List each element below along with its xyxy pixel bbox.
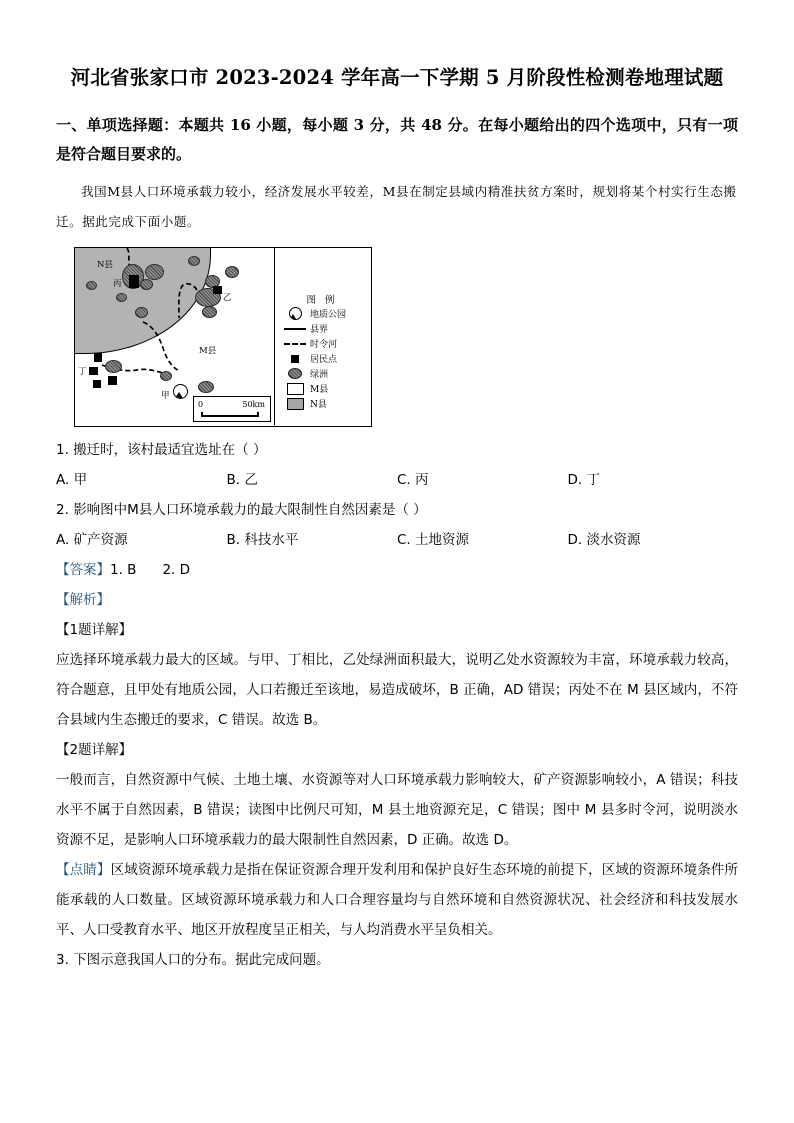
- answer-block: [56, 555, 738, 585]
- m-county-fill-icon: [283, 383, 307, 395]
- question-1-number: 1.: [56, 442, 69, 458]
- legend-title: 图 例: [306, 295, 338, 306]
- legend-label: 绿洲: [310, 370, 329, 380]
- legend-label: M县: [310, 385, 329, 395]
- legend-item-geopark: [275, 306, 369, 321]
- scale-bar: [193, 396, 271, 422]
- geopark-marker: [173, 384, 188, 399]
- legend-item-m-county: [275, 381, 369, 396]
- oasis: [116, 293, 127, 302]
- question-1-options: [56, 465, 738, 495]
- page-title: 河北省张家口市 2023-2024 学年高一下学期 5 月阶段性检测卷地理试题: [70, 66, 724, 89]
- map-label-n-county: N县: [97, 260, 113, 270]
- key-points-text: 区域资源环境承载力是指在保证资源合理开发利用和保护良好生态环境的前提下，区域的资源环境条件所能承载的人口数量。区域资源环境承载力和人口合理容量均与自然环境和自然资源状况、社会经济和科技发展水平、人口受教育水平、地区开放程度呈正相关，与人均消费水平呈负相关。: [56, 862, 739, 938]
- scale-label-zero: 0: [198, 399, 204, 409]
- option-d[interactable]: D. 丁: [567, 472, 600, 488]
- settlement-marker: [213, 286, 222, 294]
- question-3-text: 下图示意我国人口的分布。据此完成问题。: [73, 952, 330, 968]
- map-label-bing: 丙: [113, 279, 122, 289]
- option-c[interactable]: C. 丙: [397, 472, 429, 488]
- oasis: [202, 306, 217, 318]
- analysis-2-text: 一般而言，自然资源中气候、土地土壤、水资源等对人口环境承载力影响较大，矿产资源影响较小，A 错误；科技水平不属于自然因素，B 错误；读图中比例尺可知，M 县土地资源充足，C 错误；图中 M 县多时令河，说明淡水资源不足，是影响人口环境承载力的最大限制性自然因素，D 正确。故选 D。: [56, 772, 738, 848]
- lead-paragraph: 我国M县人口环境承载力较小，经济发展水平较差，M县在制定县域内精准扶贫方案时，规划将某个村实行生态搬迁。据此完成下面小题。: [56, 184, 737, 229]
- question-2-number: 2.: [56, 502, 69, 518]
- answer-2: 2. D: [162, 562, 191, 578]
- oasis: [198, 381, 214, 393]
- settlement-marker: [89, 367, 98, 375]
- map-legend: [275, 248, 369, 425]
- question-3-stem: [56, 945, 738, 975]
- oasis: [105, 360, 122, 373]
- analysis-1-heading: 【1题详解】: [56, 622, 133, 638]
- oasis-icon: [283, 368, 307, 379]
- settlement-marker: [94, 353, 102, 362]
- settlement-marker: [93, 380, 101, 388]
- analysis-1-text: 应选择环境承载力最大的区域。与甲、丁相比，乙处绿洲面积最大，说明乙处水资源较为丰富，环境承载力较高，符合题意，且甲处有地质公园，人口若搬迁至该地，易造成破坏，B 正确，AD 错误；丙处不在 M 县区域内，不符合县域内生态搬迁的要求，C 错误。故选 B。: [56, 652, 738, 728]
- oasis: [225, 266, 239, 278]
- map-label-ding: 丁: [78, 367, 87, 377]
- option-a[interactable]: A. 甲: [56, 472, 88, 488]
- question-2-stem: [56, 495, 738, 525]
- legend-item-settlement: [275, 351, 369, 366]
- legend-label: 居民点: [310, 355, 338, 365]
- oasis: [160, 371, 172, 381]
- settlement-marker: [129, 275, 139, 288]
- legend-label: 地质公园: [310, 310, 347, 320]
- section-heading: 一、单项选择题：本题共 16 小题，每小题 3 分，共 48 分。在每小题给出的四个选项中，只有一项是符合题目要求的。: [56, 116, 738, 163]
- legend-item-oasis: [275, 366, 369, 381]
- answer-label: 【答案】: [56, 562, 110, 578]
- map-label-m-county: M县: [199, 346, 217, 356]
- oasis: [145, 264, 164, 280]
- key-points-block: [56, 855, 738, 945]
- question-3-number: 3.: [56, 952, 69, 968]
- answer-1: 1. B: [110, 562, 137, 578]
- legend-label: 时令河: [310, 340, 338, 350]
- legend-item-n-county: [275, 396, 369, 411]
- geopark-icon: [283, 307, 307, 320]
- option-b[interactable]: B. 科技水平: [226, 532, 299, 548]
- map-label-jia: 甲: [161, 391, 170, 401]
- oasis: [140, 279, 153, 290]
- oasis: [135, 307, 148, 318]
- county-boundary-icon: [283, 328, 307, 330]
- settlement-icon: [283, 355, 307, 363]
- analysis-label: 【解析】: [56, 592, 110, 608]
- map-figure: [74, 247, 372, 427]
- oasis: [86, 281, 97, 290]
- option-b[interactable]: B. 乙: [226, 472, 258, 488]
- scale-ticks: [201, 412, 259, 417]
- option-c[interactable]: C. 土地资源: [397, 532, 470, 548]
- legend-item-seasonal-river: [275, 336, 369, 351]
- n-county-fill-icon: [283, 398, 307, 410]
- map-label-yi: 乙: [223, 293, 232, 303]
- question-1-stem: [56, 435, 738, 465]
- scale-label-fifty: 50km: [242, 399, 265, 409]
- legend-label: N县: [310, 400, 327, 410]
- seasonal-river-icon: [283, 343, 307, 345]
- oasis: [188, 256, 200, 266]
- key-points-label: 【点睛】: [56, 862, 111, 878]
- option-d[interactable]: D. 淡水资源: [567, 532, 641, 548]
- question-1-text: 搬迁时，该村最适宜选址在（ ）: [73, 442, 267, 458]
- analysis-2-heading: 【2题详解】: [56, 742, 133, 758]
- question-2-options: [56, 525, 738, 555]
- settlement-marker: [108, 376, 117, 385]
- option-a[interactable]: A. 矿产资源: [56, 532, 128, 548]
- legend-item-county-boundary: [275, 321, 369, 336]
- legend-label: 县界: [310, 325, 329, 335]
- question-2-text: 影响图中M县人口环境承载力的最大限制性自然因素是（ ）: [73, 502, 427, 518]
- map-pane: [75, 248, 275, 425]
